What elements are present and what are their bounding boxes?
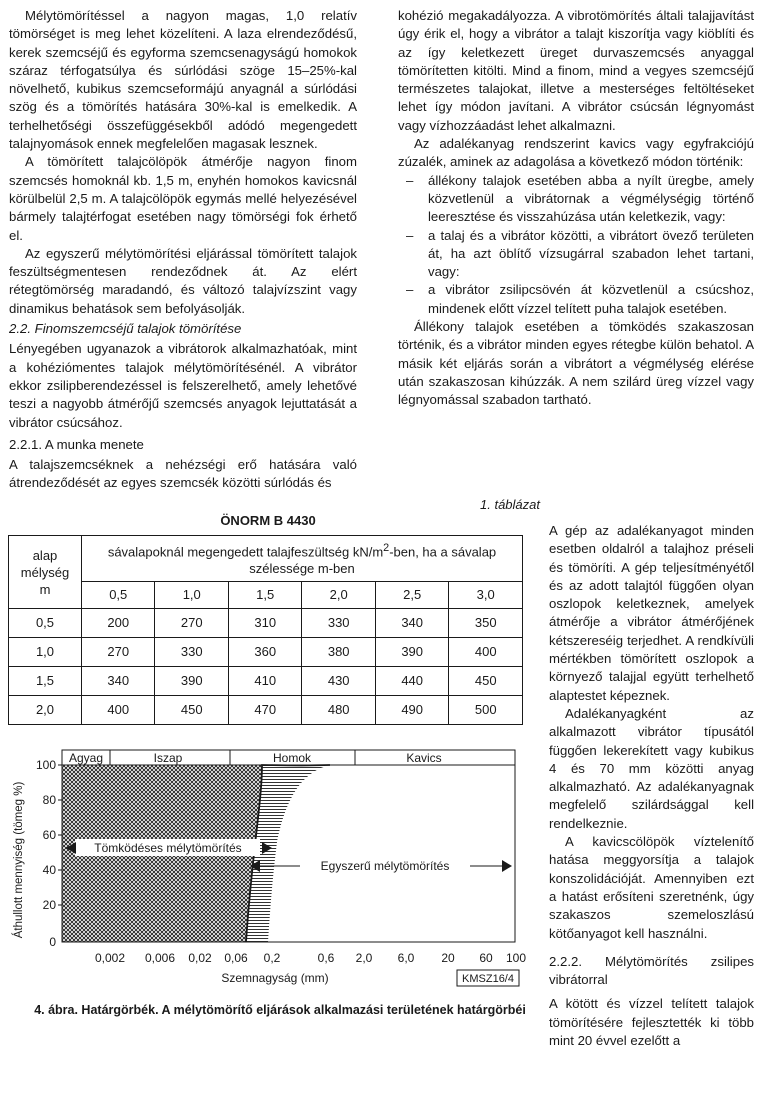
x-tick-label: 0,6 bbox=[317, 951, 335, 965]
left-column bbox=[9, 7, 357, 493]
paragraph: Mélytömörítéssel a nagyon magas, 1,0 relatív tömörséget is meg lehet közelíteni. A laza elrendeződésű, kerek szemcséjű és egyforma szemcsenagyságú homokok száraz térfogatsúlya és súrlódási szöge 15–25%-kal növelhető, kubikus szemcseformájú anyagnál a súrlódási szög és a tömörítés hatására 30%-kal is emelkedik. A terhelhetőségi összefüggésekből adódó megengedett talajnyomások ennek megfelelően magasak lesznek. bbox=[9, 8, 357, 152]
paragraph: A kavicscölöpök víztelenítő hatása meggyorsítja a talajok konszolidációját. Amennyiben ezt a hatást erősíteni szeretnénk, úgy szakaszos szemeloszlású kötőanyagot kell használni. bbox=[549, 834, 754, 941]
x-axis-label: Szemnagyság (mm) bbox=[221, 971, 329, 985]
x-tick-label: 100 bbox=[505, 951, 527, 965]
grain-size-figure bbox=[0, 742, 540, 992]
zone-label: Iszap bbox=[153, 751, 183, 765]
width-header: 3,0 bbox=[449, 582, 523, 609]
y-ticks bbox=[58, 765, 62, 905]
method-list bbox=[398, 172, 754, 318]
y-tick-label: 40 bbox=[42, 863, 56, 877]
section-heading: 2.2. Finomszemcséjű talajok tömörítése bbox=[9, 321, 242, 337]
x-tick-label: 60 bbox=[479, 951, 493, 965]
zone-label: Kavics bbox=[406, 751, 442, 765]
vibro-label: Tömködéses mélytömörítés bbox=[94, 841, 242, 855]
paragraph: A gép az adalékanyagot minden esetben oldalról a talajhoz préseli és tömöríti. A gép teljesítményétől és az adott talajtól függően olyan oszlopok keletkeznek, amelyek átmérője a vibrátor átmérőjének kétszereséig terjedhet. A rendkívüli mértékben tömörített oszlopok a környező talajjal együtt terhelhető alaptestet képeznek. bbox=[549, 523, 754, 703]
y-tick-label: 20 bbox=[42, 898, 56, 912]
width-header: 0,5 bbox=[82, 582, 155, 609]
simple-label: Egyszerű mélytömörítés bbox=[320, 859, 450, 873]
paragraph: Adalékanyagként az alkalmazott vibrátor típusától függően lekerekített vagy kubikus 4 és 70 mm közötti anyag alkalmazható. Az adalékanyagnak megfelelő szilárdsággal kell rendelkeznie. bbox=[549, 705, 754, 831]
stamp-text: KMSZ16/4 bbox=[462, 973, 514, 985]
x-axis bbox=[95, 951, 526, 965]
list-item: – állékony talajok esetében abba a nyílt üregbe, amely közvetlenül a vibrátornak a végmélységig történő leeresztése és visszahúzása után keletkezik, vagy: bbox=[428, 172, 754, 227]
paragraph: kohézió megakadályozza. A vibrotömörítés általi talajjavítást úgy érik el, hogy a vibrátor a talajt kiszorítja vagy kiöblíti és az így keletkezett üreget durvaszemcsés anyaggal tömörítetten kitölti. Mind a finom, mind a vegyes szemcséjű természetes talajokat, illetve a mesterséges feltöltéseket lehet így módon javítani. A vibrátor csúcsán légnyomást vagy vízhozzáadást lehet alkalmazni. bbox=[398, 8, 754, 133]
width-header: 2,0 bbox=[302, 582, 375, 609]
x-tick-label: 0,02 bbox=[188, 951, 212, 965]
table-row: 0,5 200 270 310 330 340 350 bbox=[9, 609, 523, 638]
x-tick-label: 6,0 bbox=[397, 951, 415, 965]
zone-label: Agyag bbox=[68, 751, 104, 765]
table-title: ÖNORM B 4430 bbox=[220, 513, 316, 528]
paragraph: Az egyszerű mélytömörítési eljárással tömörített talajok feszültségmentesen rendeződnek át. Az elért rétegtömörség maradandó, és változó talajvízszint vagy dinamikus behatások sem befolyásolják. bbox=[9, 245, 357, 316]
table-row: 1,5 340 390 410 430 440 450 bbox=[9, 667, 523, 696]
zone-label: Homok bbox=[272, 751, 312, 765]
x-tick-label: 20 bbox=[441, 951, 455, 965]
right-narrow-column bbox=[549, 522, 754, 1050]
table-row: 2,0 400 450 470 480 490 500 bbox=[9, 696, 523, 725]
x-tick-label: 0,006 bbox=[144, 951, 176, 965]
paragraph: A tömörített talajcölöpök átmérője nagyon finom szemcsés homoknál kb. 1,5 m, enyhén homokos kavicsnál körülbelül 2,5 m. A talajcölöpök egymás mellé helyezésével bármely talajtérfogat esetében nagy tömörségi fok érhető el. bbox=[9, 154, 357, 243]
list-item: – a talaj és a vibrátor közötti, a vibrátort övező területen át, ha azt öblítő vízsugárral szabadon lehet tartani, vagy: bbox=[428, 227, 754, 282]
x-tick-label: 2,0 bbox=[355, 951, 373, 965]
corner-header: alap mélység m bbox=[9, 536, 82, 609]
span-header: sávalapoknál megengedett talajfeszültség $kN/m^2$-ben, ha a sávalap szélessége m-ben bbox=[82, 536, 523, 582]
simple-arrow-right bbox=[502, 860, 512, 872]
right-column bbox=[398, 7, 754, 410]
grain-size-chart bbox=[0, 742, 540, 992]
figure-caption: 4. ábra. Határgörbék. A mélytömörítő eljárások alkalmazási területének határgörbéi bbox=[34, 1003, 526, 1017]
width-header: 1,5 bbox=[228, 582, 301, 609]
y-tick-label: 80 bbox=[42, 793, 56, 807]
y-tick-label: 0 bbox=[49, 935, 56, 949]
paragraph: A kötött és vízzel telített talajok tömörítésére fejlesztették ki több mint 20 évvel ezelőtt a bbox=[549, 996, 754, 1049]
x-tick-label: 0,2 bbox=[263, 951, 281, 965]
paragraph: Az adalékanyag rendszerint kavics vagy egyfrakciójú zúzalék, aminek az adagolása a következő módon történik: bbox=[398, 136, 754, 170]
width-header: 2,5 bbox=[375, 582, 448, 609]
x-tick-label: 0,06 bbox=[224, 951, 248, 965]
y-tick-label: 100 bbox=[35, 758, 56, 772]
y-tick-label: 60 bbox=[42, 828, 56, 842]
subsection-heading: 2.2.1. A munka menete bbox=[9, 436, 144, 452]
table-row: 1,0 270 330 360 380 390 400 bbox=[9, 638, 523, 667]
y-axis-label: Áthullott mennyiség (tömeg %) bbox=[13, 781, 25, 939]
table-caption: 1. táblázat bbox=[480, 497, 540, 512]
x-tick-label: 0,002 bbox=[94, 951, 126, 965]
paragraph: Lényegében ugyanazok a vibrátorok alkalmazhatóak, mint a kohéziómentes talajok mélytömörítésénél. A vibrátor ekkor zsilipberendezéssel is felszerelhető, amely lehetővé teszi a nagyobb átmérőjű szemcsés anyagok lejuttatását a vibrátor csúcsához. bbox=[9, 341, 357, 430]
paragraph: Állékony talajok esetében a tömködés szakaszosan történik, és a vibrátor minden egyes rétegbe külön behatol. A másik két eljárás során a vibrátort a végmélység elérése után szakaszosan kihúzzák. A nem szilárd üreg vízzel vagy légnyomással szabadon tartható. bbox=[398, 319, 754, 408]
width-header: 1,0 bbox=[155, 582, 228, 609]
list-item: – a vibrátor zsilipcsövén át közvetlenül a csúcshoz, mindenek előtt vízzel telített puha talajok esetében. bbox=[428, 281, 754, 318]
subsection-heading: 2.2.2. Mélytömörítés zsilipes vibrátorral bbox=[549, 953, 754, 988]
paragraph: A talajszemcséknek a nehézségi erő hatására való átrendeződését az egyes szemcsék közötti súrlódás és bbox=[9, 457, 357, 491]
y-axis bbox=[36, 758, 56, 949]
soil-pressure-table bbox=[8, 535, 523, 725]
